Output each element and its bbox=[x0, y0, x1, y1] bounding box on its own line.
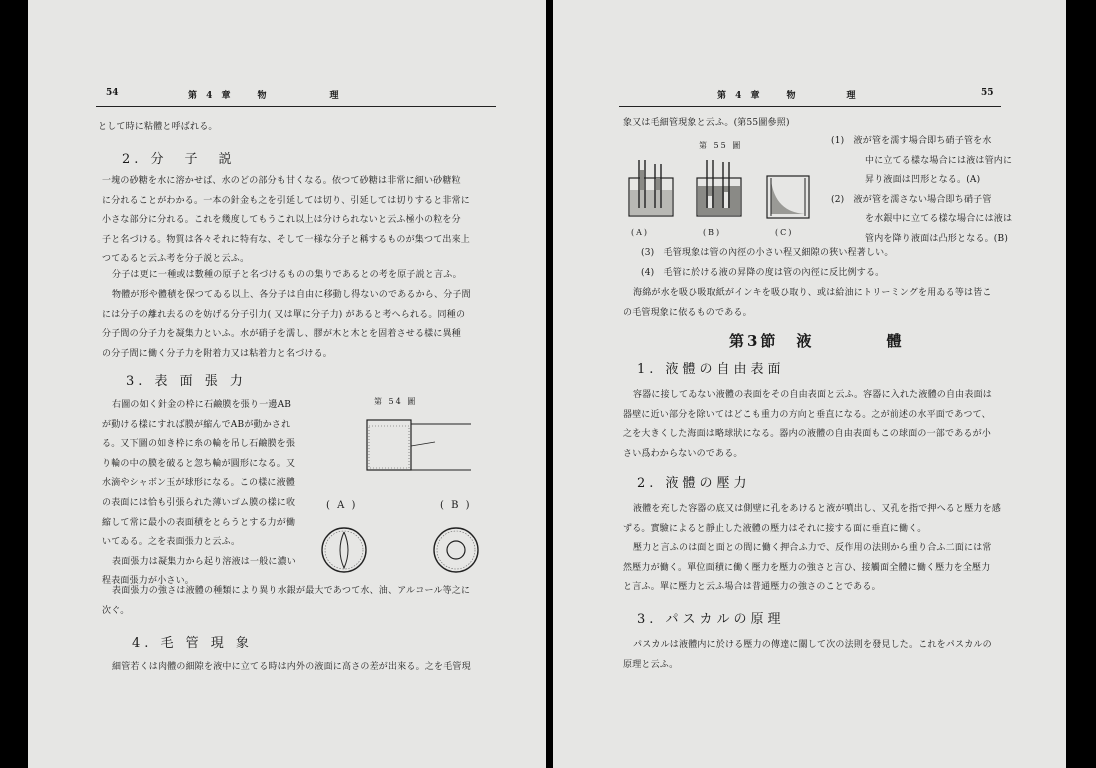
text-line: には分子の離れ去るのを妨げる分子引力( 又は單に分子力) があると考へられる。同種の bbox=[102, 309, 466, 320]
text-line: 縮して常に最小の表面積をとらうとする力が働 bbox=[102, 517, 296, 528]
section-heading-capillarity: 4. 毛 管 現 象 bbox=[132, 636, 253, 651]
text-line: 小さな部分に分れる。これを幾度してもうこれ以上は分けられないと云ふ極小の粒を分 bbox=[102, 215, 461, 226]
text-line: パスカルは液體内に於ける壓力の傳達に關して次の法則を發見した。これをパスカルの bbox=[633, 640, 992, 650]
text-line: 次ぐ。 bbox=[102, 605, 130, 616]
paragraph-sponge bbox=[623, 284, 992, 323]
continuation-line: として時に粘體と呼ばれる。 bbox=[98, 122, 218, 132]
paragraph-surface-tension bbox=[102, 396, 296, 592]
figure-label-c: (C) bbox=[775, 228, 794, 237]
text-line: 水滴やシャボン玉が球形になる。この樣に液體 bbox=[102, 478, 296, 489]
text-line: の表面には恰も引張られた薄いゴム膜の樣に收 bbox=[102, 497, 296, 508]
figure-54-caption: 第 54 圖 bbox=[374, 397, 418, 406]
paragraph-capillarity bbox=[112, 658, 471, 678]
text-line: を水銀中に立てる樣な場合には液は bbox=[865, 214, 1013, 225]
text-line: 器壁に近い部分を除いてはどこも重力の方向と垂直になる。之が前述の水平面であつて、 bbox=[623, 409, 991, 420]
text-line: と言ふ。單に壓力と云ふ場合は普通壓力の強さのことである。 bbox=[623, 582, 881, 593]
text-line: る。又下圖の如き枠に糸の輪を吊し石鹼膜を張 bbox=[102, 439, 296, 450]
continuation-line: 象又は毛細管現象と云ふ。(第55圖參照) bbox=[623, 118, 790, 128]
text-line: の分子間に働く分子力を附着力又は粘着力と名づける。 bbox=[102, 348, 333, 359]
text-line: 容器に接してゐない液體の表面をその自由表面と云ふ。容器に入れた液體の自由表面は bbox=[633, 390, 992, 400]
section-heading-surface-tension: 3. 表 面 張 力 bbox=[126, 374, 247, 389]
text-line: ずる。實驗によると靜止した液體の壓力はそれに接する面に垂直に働く。 bbox=[623, 523, 927, 534]
text-line: り輪の中の膜を破ると忽ち輪が圓形になる。又 bbox=[102, 458, 296, 469]
text-line: 分子間の分子力を凝集力といふ。水が硝子を濡し、膠が木と木とを固着させる樣に異種 bbox=[102, 329, 461, 340]
soap-film-frame-figure bbox=[363, 412, 473, 478]
text-line: つてゐると云ふ考を分子説と云ふ。 bbox=[102, 254, 250, 265]
text-line: 壓力と言ふのは面と面との間に働く押合ふ力で、反作用の法則から重り合ふ二面には常 bbox=[633, 543, 992, 554]
figure-label-a: ( A ) bbox=[326, 500, 358, 511]
text-line: いてゐる。之を表面張力と云ふ。 bbox=[102, 537, 241, 548]
capillarity-items-full bbox=[641, 244, 894, 283]
text-line: 昇り液面は凹形となる。(A) bbox=[865, 175, 981, 186]
subsection-heading-free-surface: 1. 液體の自由表面 bbox=[637, 362, 785, 377]
figure-label-b: (B) bbox=[703, 228, 722, 237]
paragraph-atom bbox=[112, 266, 462, 286]
text-line: 物體が形や體積を保つてゐる以上、各分子は自由に移動し得ないのであるから、分子間 bbox=[112, 290, 471, 300]
text-line: (3) 毛管現象は管の內徑の小さい程又細隙の狹い程著しい。 bbox=[641, 248, 894, 258]
figure-55-caption: 第 55 圖 bbox=[699, 141, 743, 150]
text-line: (4) 毛管に於ける液の昇降の度は管の內徑に反比例する。 bbox=[641, 267, 885, 278]
figure-label-b: ( B ) bbox=[440, 500, 472, 511]
paragraph-surface-tension-strength bbox=[102, 582, 470, 621]
left-page bbox=[28, 0, 546, 768]
text-line: 程表面張力が小さい。 bbox=[102, 576, 195, 587]
section-title-liquid: 第3節 液 體 bbox=[729, 332, 905, 350]
text-line: 表面張力の強さは液體の種類により異り水銀が最大であつて水、油、アルコール等之に bbox=[112, 586, 471, 596]
text-line: さい爲わからないのである。 bbox=[623, 448, 743, 459]
page-number: 54 bbox=[106, 88, 119, 98]
capillarity-items-side bbox=[831, 132, 1012, 250]
subsection-heading-liquid-pressure: 2. 液體の壓力 bbox=[637, 476, 751, 491]
text-line: 一塊の砂糖を水に溶かせば、水のどの部分も甘くなる。依つて砂糖は非常に細い砂糖粒 bbox=[102, 176, 461, 186]
running-head: 第 4 章 物 理 bbox=[188, 91, 342, 101]
paragraph-free-surface bbox=[623, 386, 992, 464]
text-line: 海綿が水を吸ひ吸取紙がインキを吸ひ取り、或は給油にトリーミングを用ゐる等は皆こ bbox=[633, 288, 992, 298]
text-line: 子と名づける。物質は各々それに特有な、そして一様な分子と稱するものが集つて出來上 bbox=[102, 234, 471, 245]
running-head: 第 4 章 物 理 bbox=[717, 91, 859, 101]
text-line: の毛管現象に依るものである。 bbox=[623, 307, 752, 318]
paragraph-molecule bbox=[102, 172, 470, 270]
section-heading-molecule: 2. 分 子 説 bbox=[122, 152, 236, 167]
paragraph-molecular-force bbox=[102, 286, 471, 364]
text-line: が動ける樣にすれば膜が縮んでABが動かされ bbox=[102, 419, 291, 430]
text-line: に分れることがわかる。一本の針金も之を引延しては切り、引延しては切りすると非常に bbox=[102, 195, 471, 206]
text-line: 液體を充した容器の底又は側壁に孔をあけると液が噴出し、又孔を指で押へると壓力を感 bbox=[633, 504, 1002, 514]
text-line: (2) 液が管を濡さない場合即ち硝子管 bbox=[831, 194, 992, 205]
text-line: (1) 液が管を濡す場合即ち硝子管を水 bbox=[831, 136, 992, 146]
figure-label-a: (A) bbox=[631, 228, 650, 237]
text-line: 中に立てる樣な場合には液は管内に bbox=[865, 155, 1013, 166]
text-line: 然壓力が働く。單位面積に働く壓力を壓力の強さと言ひ、接觸面全體に働く壓力を全壓力 bbox=[623, 562, 991, 573]
text-line: 管内を降り液面は凸形となる。(B) bbox=[865, 233, 1009, 244]
page-number: 55 bbox=[981, 88, 994, 98]
header-rule bbox=[619, 106, 1001, 107]
thread-loop-figure-a bbox=[318, 524, 370, 576]
header-rule bbox=[96, 106, 496, 107]
paragraph-pascal bbox=[623, 636, 992, 675]
paragraph-liquid-pressure bbox=[623, 500, 1001, 598]
thread-loop-figure-b bbox=[430, 524, 482, 576]
subsection-heading-pascal: 3. パスカルの原理 bbox=[637, 612, 785, 627]
text-line: 右圖の如く針金の枠に石鹼膜を張り一邊AB bbox=[112, 400, 292, 410]
capillary-tubes-figure bbox=[625, 156, 825, 226]
text-line: 細管若くは肉體の細隙を液中に立てる時は内外の液面に高さの差が出來る。之を毛管現 bbox=[112, 662, 471, 672]
text-line: 之を大きくした海面は略球狀になる。器内の液體の自由表面もこの球面の一部であるが小 bbox=[623, 429, 992, 440]
text-line: 原理と云ふ。 bbox=[623, 659, 679, 670]
right-page bbox=[553, 0, 1066, 768]
text-line: 表面張力は凝集力から起り溶液は一般に濃い bbox=[112, 556, 297, 567]
text-line: 分子は更に一種或は數種の原子と名づけるものの集りであるとの考を原子説と言ふ。 bbox=[112, 270, 462, 280]
